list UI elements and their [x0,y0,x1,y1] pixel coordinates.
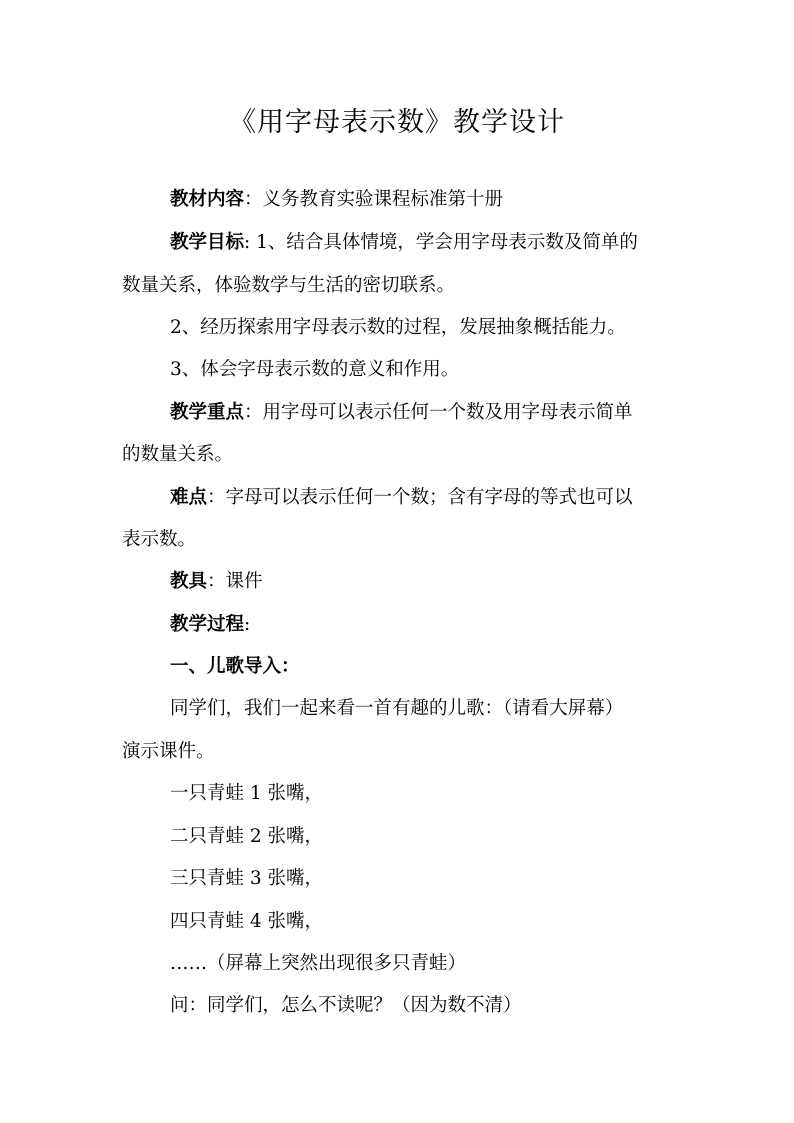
key-points-line-2: 的数量关系。 [122,444,234,465]
objectives-item-3: 3、体会字母表示数的意义和作用。 [170,359,460,380]
rhyme-line-5: ……（屏幕上突然出现很多只青蛙） [170,953,467,974]
content-label: 教材内容 [170,189,245,210]
objectives-label: 教学目标 [170,232,245,253]
objectives-line-1 [170,231,682,255]
content-sep: ： [244,189,263,210]
rhyme-line-4: 四只青蛙 4 张嘴， [170,911,324,932]
tools-paragraph [170,570,682,594]
difficulties-label: 难点 [170,487,208,508]
document-title: 《用字母表示数》教学设计 [229,107,565,138]
process-label: 教学过程 [170,614,245,635]
difficulties-text-1: ：字母可以表示任何一个数；含有字母的等式也可以 [207,487,633,508]
rhyme-line-2: 二只青蛙 2 张嘴， [170,826,324,847]
key-points-line-1 [170,401,682,425]
intro-line-1: 同学们，我们一起来看一首有趣的儿歌：（请看大屏幕） [170,698,624,719]
key-points-text-1: ：用字母可以表示任何一个数及用字母表示简单 [244,402,633,423]
process-sep: : [244,614,251,635]
content-text: 义务教育实验课程标准第十册 [262,189,504,210]
rhyme-line-3: 三只青蛙 3 张嘴， [170,868,324,889]
tools-label: 教具 [170,571,208,592]
key-points-label: 教学重点 [170,402,245,423]
objectives-line-2: 数量关系，体验数学与生活的密切联系。 [122,275,456,296]
objectives-text-1: : 1、结合具体情境，学会用字母表示数及简单的 [244,232,638,253]
objectives-item-2: 2、经历探索用字母表示数的过程，发展抽象概括能力。 [170,317,626,338]
rhyme-line-1: 一只青蛙 1 张嘴， [170,783,324,804]
intro-line-2: 演示课件。 [122,741,215,762]
question-line: 问：同学们，怎么不读呢？（因为数不清） [170,995,522,1016]
section-1-heading: 一、儿歌导入： [170,656,300,677]
content-paragraph [170,188,682,212]
difficulties-line-1 [170,486,682,510]
difficulties-line-2: 表示数。 [122,529,197,550]
tools-text: ：课件 [207,571,263,592]
process-heading [170,613,682,637]
